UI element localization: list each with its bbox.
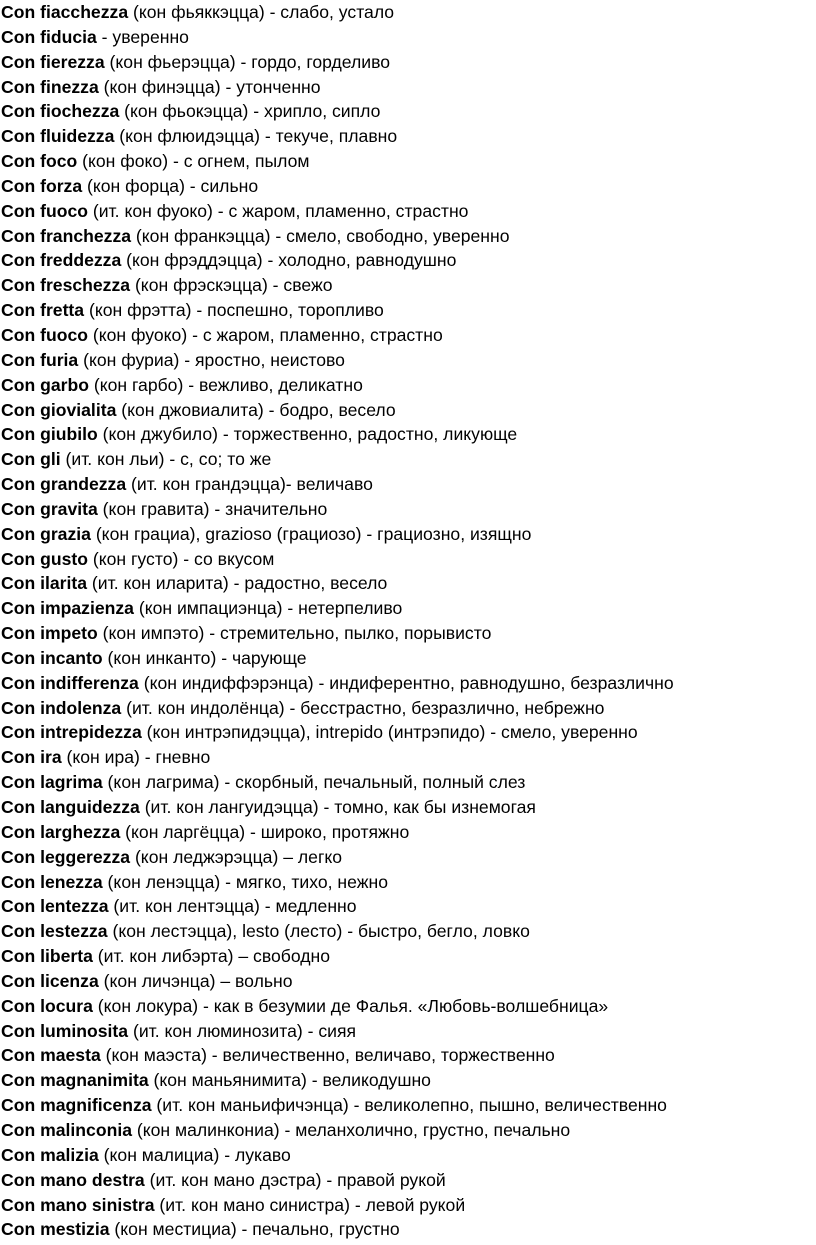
entry-description: (кон густо) - со вкусом (87, 548, 275, 569)
glossary-entry (1, 1143, 815, 1168)
glossary-entry (1, 820, 815, 845)
entry-description: (кон леджэрэцца) – легко (130, 846, 343, 867)
entry-description: (кон импациэнца) - нетерпеливо (133, 598, 403, 619)
entry-description: (кон форца) - сильно (82, 175, 259, 196)
entry-term: Con lenezza (1, 871, 103, 892)
glossary-entry (1, 199, 815, 224)
glossary-entry (1, 1043, 815, 1068)
glossary-entry (1, 870, 815, 895)
entry-description: (кон местициа) - печально, грустно (109, 1219, 400, 1240)
glossary-entry (1, 696, 815, 721)
entry-term: Con forza (1, 175, 83, 196)
entry-term: Con grandezza (1, 474, 127, 495)
entry-term: Con larghezza (1, 821, 121, 842)
glossary-entry (1, 50, 815, 75)
entry-term: Con garbo (1, 374, 89, 395)
entry-term: Con grazia (1, 523, 91, 544)
entry-description: (кон фрэддэцца) - холодно, равнодушно (121, 250, 457, 271)
glossary-entry (1, 522, 815, 547)
glossary-entry (1, 795, 815, 820)
entry-term: Con fluidezza (1, 126, 115, 147)
entry-description: (кон ларгёцца) - широко, протяжно (120, 821, 410, 842)
entry-description: (кон флюидэцца) - текуче, плавно (114, 126, 398, 147)
entry-term: Con giovialita (1, 399, 117, 420)
entry-description: (ит. кон маньифичэнца) - великолепно, пышно, величественно (151, 1095, 667, 1116)
entry-term: Con giubilo (1, 424, 98, 445)
entry-description: - уверенно (96, 26, 189, 47)
entry-description: (кон личэнца) – вольно (98, 970, 293, 991)
entry-description: (кон индиффэрэнца) - индиферентно, равнодушно, безразлично (138, 672, 674, 693)
entry-description: (кон франкэцца) - смело, свободно, уверенно (131, 225, 510, 246)
entry-term: Con lentezza (1, 896, 109, 917)
entry-description: (кон финэцца) - утонченно (98, 76, 321, 97)
entry-term: Con intrepidezza (1, 722, 142, 743)
glossary-entry (1, 0, 815, 25)
entry-term: Con locura (1, 995, 93, 1016)
glossary-entry (1, 720, 815, 745)
glossary-entry (1, 646, 815, 671)
glossary-entry (1, 621, 815, 646)
entry-description: (ит. кон грандэцца)- величаво (126, 474, 373, 495)
entry-term: Con luminosita (1, 1020, 129, 1041)
entry-description: (кон фьерэцца) - гордо, горделиво (104, 51, 391, 72)
entry-term: Con liberta (1, 946, 93, 967)
glossary-entry (1, 298, 815, 323)
entry-description: (кон гравита) - значительно (97, 498, 328, 519)
glossary-entry (1, 273, 815, 298)
entry-description: (ит. кон мано дэстра) - правой рукой (144, 1169, 446, 1190)
entry-description: (кон малициа) - лукаво (98, 1144, 291, 1165)
entry-description: (кон ленэцца) - мягко, тихо, нежно (102, 871, 388, 892)
glossary-entry (1, 25, 815, 50)
entry-description: (кон фуоко) - с жаром, пламенно, страстно (87, 324, 443, 345)
entry-term: Con franchezza (1, 225, 132, 246)
glossary-entry (1, 124, 815, 149)
glossary-entry (1, 75, 815, 100)
entry-description: (ит. кон лангуидэцца) - томно, как бы изнемогая (139, 797, 536, 817)
entry-term: Con impazienza (1, 598, 134, 619)
entry-term: Con indifferenza (1, 672, 139, 693)
entry-term: Con licenza (1, 970, 99, 991)
entry-term: Con mano destra (1, 1169, 145, 1190)
glossary-entry (1, 770, 815, 795)
entry-description: (кон джубило) - торжественно, радостно, ликующе (97, 424, 518, 445)
glossary-entry (1, 944, 815, 969)
entry-description: (ит. кон фуоко) - с жаром, пламенно, страстно (87, 200, 469, 221)
entry-term: Con maesta (1, 1045, 101, 1066)
entry-description: (кон импэто) - стремительно, пылко, порывисто (97, 623, 492, 644)
entry-description: (кон фоко) - с огнем, пылом (77, 151, 310, 172)
glossary-entry (1, 1193, 815, 1218)
entry-description: (кон ира) - гневно (61, 747, 211, 768)
entry-term: Con fuoco (1, 200, 88, 221)
glossary-list (1, 0, 815, 1242)
glossary-entry (1, 845, 815, 870)
entry-description: (кон фуриа) - яростно, неистово (78, 349, 345, 370)
glossary-entry (1, 1093, 815, 1118)
entry-term: Con freddezza (1, 250, 122, 271)
entry-term: Con finezza (1, 76, 99, 97)
entry-term: Con lagrima (1, 772, 103, 793)
entry-description: (кон лестэцца), lesto (лесто) - быстро, бегло, ловко (107, 921, 530, 942)
entry-term: Con gusto (1, 548, 88, 569)
entry-description: (кон фьокэцца) - хрипло, сипло (119, 101, 381, 122)
glossary-entry (1, 224, 815, 249)
entry-term: Con leggerezza (1, 846, 131, 867)
entry-term: Con furia (1, 349, 79, 370)
entry-term: Con freschezza (1, 275, 131, 296)
glossary-entry (1, 571, 815, 596)
entry-term: Con magnanimita (1, 1070, 149, 1091)
entry-description: (кон гарбо) - вежливо, деликатно (88, 374, 363, 395)
entry-term: Con incanto (1, 647, 103, 668)
entry-term: Con fiacchezza (1, 2, 129, 22)
entry-term: Con malinconia (1, 1119, 132, 1140)
glossary-entry (1, 1019, 815, 1044)
entry-term: Con lestezza (1, 921, 108, 942)
glossary-entry (1, 248, 815, 273)
entry-description: (ит. кон либэрта) – свободно (92, 946, 331, 967)
glossary-entry (1, 174, 815, 199)
glossary-entry (1, 99, 815, 124)
entry-term: Con gravita (1, 498, 98, 519)
glossary-entry (1, 497, 815, 522)
entry-description: (кон инканто) - чарующе (102, 647, 307, 668)
entry-term: Con languidezza (1, 797, 140, 817)
entry-description: (кон фьяккэцца) - слабо, устало (128, 2, 395, 22)
entry-term: Con ilarita (1, 573, 88, 594)
glossary-entry (1, 422, 815, 447)
glossary-entry (1, 547, 815, 572)
entry-description: (кон локура) - как в безумии де Фалья. «Любовь-волшебница» (92, 995, 609, 1016)
entry-description: (кон лагрима) - скорбный, печальный, полный слез (102, 772, 526, 793)
entry-term: Con fierezza (1, 51, 105, 72)
entry-term: Con foco (1, 151, 78, 172)
entry-description: (кон малинкониа) - меланхолично, грустно, печально (132, 1119, 571, 1140)
glossary-entry (1, 398, 815, 423)
entry-description: (ит. кон лентэцца) - медленно (108, 896, 357, 917)
entry-term: Con fiducia (1, 26, 97, 47)
entry-description: (кон грациа), grazioso (грациозо) - грациозно, изящно (90, 523, 532, 544)
glossary-entry (1, 671, 815, 696)
entry-term: Con mano sinistra (1, 1194, 155, 1215)
entry-term: Con fiochezza (1, 101, 120, 122)
entry-description: (кон интрэпидэцца), intrepido (интрэпидо) - смело, уверенно (141, 722, 638, 743)
entry-description: (кон маньянимита) - великодушно (148, 1070, 431, 1091)
entry-description: (кон фрэскэцца) - свежо (130, 275, 333, 296)
glossary-entry (1, 1118, 815, 1143)
entry-description: (ит. кон льи) - с, со; то же (60, 449, 272, 470)
entry-term: Con fuoco (1, 324, 88, 345)
glossary-entry (1, 596, 815, 621)
entry-term: Con malizia (1, 1144, 99, 1165)
entry-description: (ит. кон иларита) - радостно, весело (87, 573, 388, 594)
glossary-entry (1, 348, 815, 373)
entry-description: (кон маэста) - величественно, величаво, торжественно (100, 1045, 555, 1066)
glossary-entry (1, 894, 815, 919)
glossary-entry (1, 373, 815, 398)
entry-term: Con fretta (1, 300, 85, 321)
glossary-entry (1, 1068, 815, 1093)
glossary-entry (1, 323, 815, 348)
entry-term: Con mestizia (1, 1219, 110, 1240)
glossary-entry (1, 919, 815, 944)
entry-description: (ит. кон люминозита) - сияя (128, 1020, 357, 1041)
entry-description: (кон фрэтта) - поспешно, торопливо (84, 300, 384, 321)
glossary-entry (1, 1168, 815, 1193)
entry-term: Con indolenza (1, 697, 122, 718)
entry-term: Con ira (1, 747, 62, 768)
glossary-entry (1, 149, 815, 174)
glossary-entry (1, 472, 815, 497)
entry-description: (ит. кон индолёнца) - бесстрастно, безразлично, небрежно (121, 697, 605, 718)
glossary-entry (1, 994, 815, 1019)
entry-description: (ит. кон мано синистра) - левой рукой (154, 1194, 466, 1215)
entry-term: Con magnificenza (1, 1095, 152, 1116)
glossary-entry (1, 745, 815, 770)
glossary-entry (1, 1217, 815, 1242)
entry-term: Con impeto (1, 623, 98, 644)
glossary-entry (1, 447, 815, 472)
entry-description: (кон джовиалита) - бодро, весело (116, 399, 396, 420)
glossary-entry (1, 969, 815, 994)
entry-term: Con gli (1, 449, 61, 470)
